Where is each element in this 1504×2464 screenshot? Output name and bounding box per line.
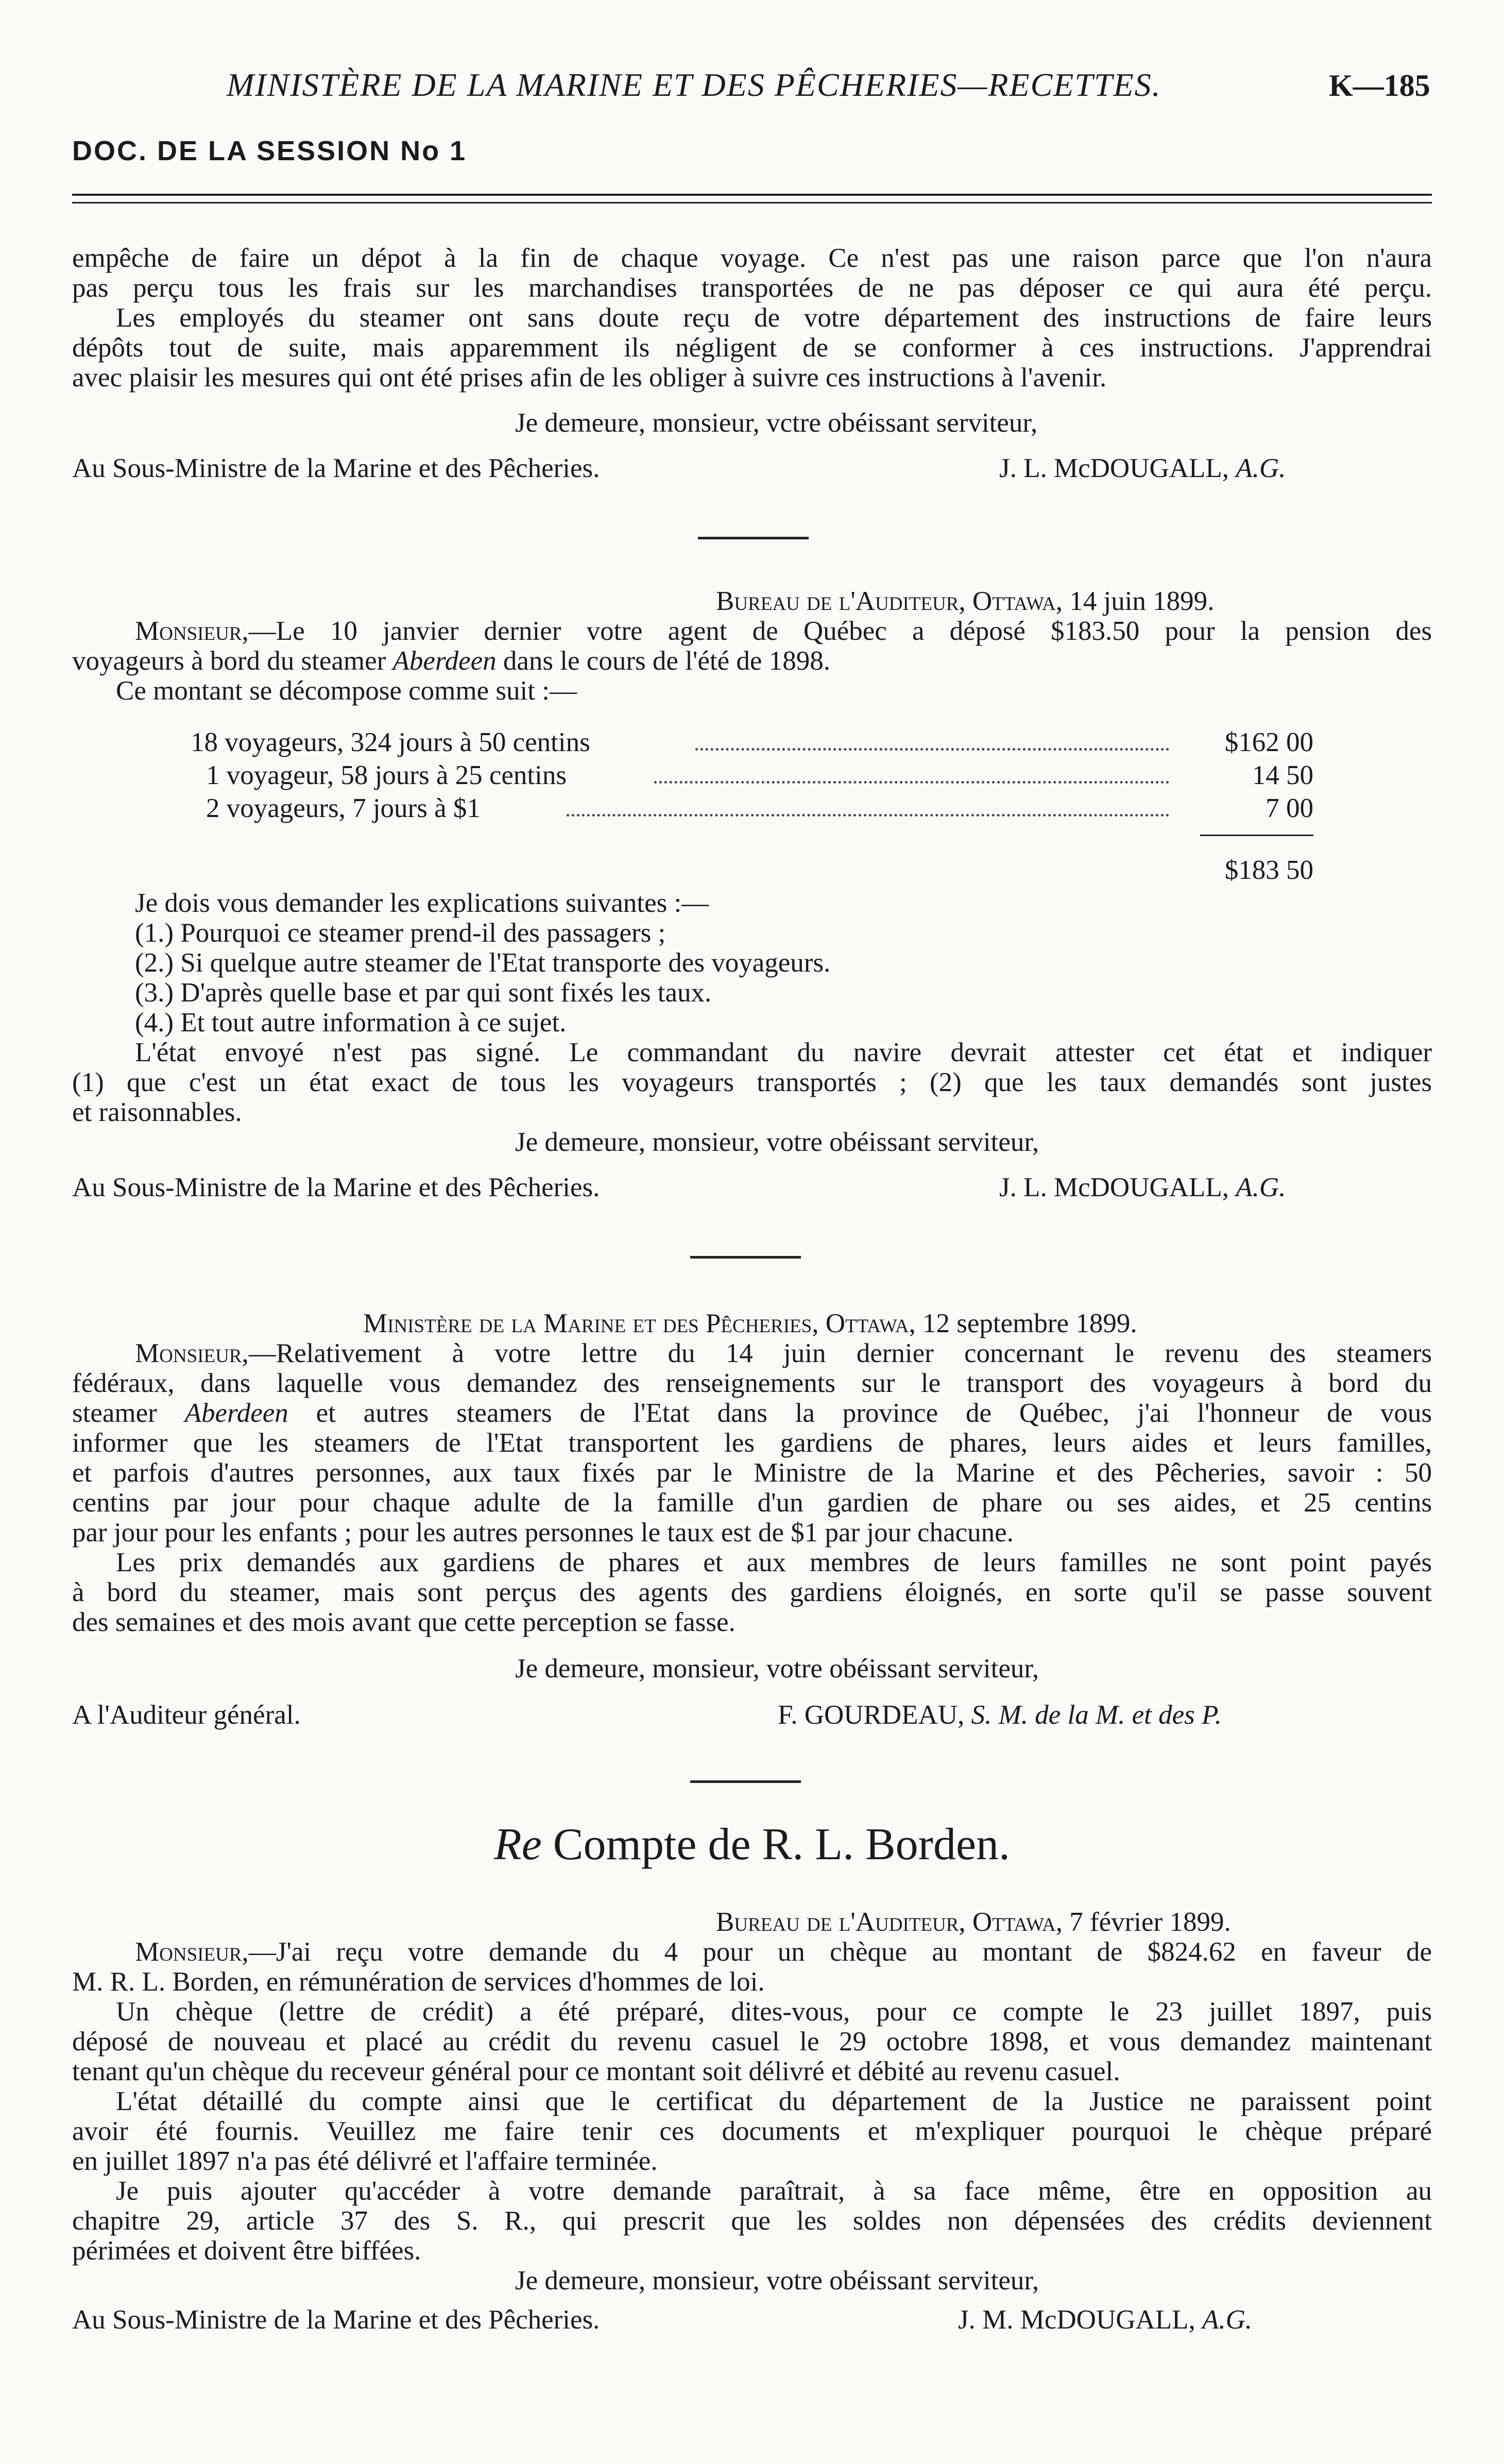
header-rule-bottom — [72, 202, 1432, 203]
letter-date: 14 juin 1899. — [1069, 586, 1215, 616]
letter-1-line: Les employés du steamer ont sans doute reçu de votre département des instructions de faire leurs — [116, 303, 1432, 333]
letter-2-closing: Je demeure, monsieur, votre obéissant serviteur, — [515, 1127, 1039, 1157]
breakdown-amount: 14 50 — [1252, 760, 1313, 790]
letter-2-addressee: Au Sous-Ministre de la Marine et des Pêcheries. — [72, 1172, 600, 1202]
letter-2-line: Monsieur,—Le 10 janvier dernier votre agent de Québec a déposé $183.50 pour la pension des — [135, 616, 1432, 646]
letter-3-addressee: A l'Auditeur général. — [72, 1700, 301, 1730]
office-name: Ministère de la Marine et des Pêcheries, Ottawa, — [363, 1309, 916, 1338]
question-item: (4.) Et tout autre information à ce sujet. — [135, 1008, 567, 1038]
running-title: MINISTÈRE DE LA MARINE ET DES PÊCHERIES—RECETTES. — [227, 66, 1161, 103]
letter-2-line: L'état envoyé n'est pas signé. Le commandant du navire devrait attester cet état et indiquer — [135, 1038, 1432, 1067]
letter-4-line: Un chèque (lettre de crédit) a été préparé, dites-vous, pour ce compte le 23 juillet 1897, puis — [116, 1997, 1432, 2027]
signature-title: S. M. de la M. et des P. — [971, 1700, 1222, 1730]
leader-dots — [567, 814, 1169, 817]
letter-4-line: périmées et doivent être biffées. — [72, 2236, 421, 2266]
signature-name: J. L. McDOUGALL, — [999, 453, 1229, 483]
signature-title: A.G. — [1202, 2305, 1253, 2335]
signature-title: A.G. — [1236, 453, 1286, 483]
letter-2-line: et raisonnables. — [72, 1097, 242, 1127]
office-name: Bureau de l'Auditeur, Ottawa, — [716, 586, 1063, 616]
letter-date: 12 septembre 1899. — [922, 1309, 1137, 1338]
letter-4-line: tenant qu'un chèque du receveur général pour ce montant soit délivré et débité au revenu casuel. — [72, 2057, 1120, 2086]
breakdown-desc: 1 voyageur, 58 jours à 25 centins — [206, 760, 567, 790]
salutation: Monsieur, — [135, 1338, 249, 1368]
letter-3-line: centins par jour pour chaque adulte de la famille d'un gardien de phare ou ses aides, et 25 centins — [72, 1488, 1432, 1518]
sum-rule — [1200, 835, 1313, 836]
letter-1-line: empêche de faire un dépot à la fin de chaque voyage. Ce n'est pas une raison parce que l'on n'aura — [72, 243, 1432, 273]
ship-name: Aberdeen — [184, 1398, 288, 1428]
letter-3-line: informer que les steamers de l'Etat transportent les gardiens de phares, leurs aides et leurs familles, — [72, 1428, 1432, 1458]
letter-4-addressee: Au Sous-Ministre de la Marine et des Pêcheries. — [72, 2305, 600, 2335]
leader-dots — [654, 781, 1169, 784]
signature-title: A.G. — [1236, 1172, 1286, 1202]
letter-3-line: et parfois d'autres personnes, aux taux fixés par le Ministre de la Marine et des Pêcheries, savoir : 50 — [72, 1458, 1432, 1488]
letter-1-line: avec plaisir les mesures qui ont été prises afin de les obliger à suivre ces instructions à l'avenir. — [72, 363, 1107, 393]
salutation: Monsieur, — [135, 1937, 249, 1967]
letter-2-line: Ce montant se décompose comme suit :— — [116, 676, 577, 706]
letter-3-signature — [778, 1700, 1222, 1730]
leader-dots — [695, 748, 1169, 751]
letter-3-line: fédéraux, dans laquelle vous demandez des renseignements sur le transport des voyageurs à bord du — [72, 1368, 1432, 1398]
letter-4-line: chapitre 29, article 37 des S. R., qui prescrit que les soldes non dépensées des crédits deviennent — [72, 2206, 1432, 2236]
letter-4-line: M. R. L. Borden, en rémunération de services d'hommes de loi. — [72, 1967, 765, 1997]
letter-4-line: Je puis ajouter qu'accéder à votre demande paraîtrait, à sa face même, être en opposition au — [116, 2176, 1432, 2206]
letter-3-closing: Je demeure, monsieur, votre obéissant serviteur, — [515, 1654, 1039, 1684]
signature-name: J. M. McDOUGALL, — [958, 2305, 1195, 2335]
letter-2-signature — [999, 1172, 1286, 1202]
letter-3-line: des semaines et des mois avant que cette perception se fasse. — [72, 1607, 736, 1637]
section-divider — [698, 537, 809, 539]
letter-4-dateline — [716, 1907, 1231, 1937]
letter-1-line: dépôts tout de suite, mais apparemment ils négligent de se conformer à ces instructions. J'apprendrai — [72, 333, 1432, 363]
breakdown-amount: $162 00 — [1224, 727, 1313, 757]
salutation: Monsieur, — [135, 616, 249, 646]
office-name: Bureau de l'Auditeur, Ottawa, — [716, 1907, 1063, 1937]
ship-name: Aberdeen — [392, 646, 497, 676]
breakdown-amount: 7 00 — [1266, 793, 1313, 823]
question-item: (1.) Pourquoi ce steamer prend-il des passagers ; — [135, 918, 666, 948]
section-divider — [690, 1256, 801, 1259]
letter-1-signature — [999, 453, 1286, 483]
letter-2-line: voyageurs à bord du steamer Aberdeen dans le cours de l'été de 1898. — [72, 646, 830, 676]
letter-4-line: avoir été fournis. Veuillez me faire tenir ces documents et m'expliquer pourquoi le chèque préparé — [72, 2116, 1432, 2146]
letter-date: 7 février 1899. — [1069, 1907, 1231, 1937]
question-item: (3.) D'après quelle base et par qui sont fixés les taux. — [135, 978, 712, 1008]
letter-1-closing: Je demeure, monsieur, vctre obéissant serviteur, — [515, 408, 1038, 438]
letter-4-line: L'état détaillé du compte ainsi que le certificat du département de la Justice ne paraissent point — [116, 2086, 1432, 2116]
letter-3-dateline — [363, 1309, 1137, 1338]
section-heading — [443, 1819, 1061, 1871]
questions-intro: Je dois vous demander les explications suivantes :— — [135, 888, 709, 918]
page-number: K—185 — [1329, 69, 1430, 103]
letter-1-addressee: Au Sous-Ministre de la Marine et des Pêcheries. — [72, 453, 600, 483]
question-item: (2.) Si quelque autre steamer de l'Etat transporte des voyageurs. — [135, 948, 831, 978]
letter-3-line: à bord du steamer, mais sont perçus des agents des gardiens éloignés, en sorte qu'il se passe souvent — [72, 1577, 1432, 1607]
signature-name: F. GOURDEAU, — [778, 1700, 965, 1730]
letter-3-line: Les prix demandés aux gardiens de phares et aux membres de leurs familles ne sont point payés — [116, 1548, 1432, 1577]
section-heading-title: Compte de R. L. Borden. — [553, 1820, 1011, 1870]
section-divider — [690, 1780, 801, 1783]
letter-2-dateline — [716, 586, 1214, 616]
signature-name: J. L. McDOUGALL, — [999, 1172, 1229, 1202]
letter-4-signature — [958, 2305, 1252, 2335]
doc-session-label: DOC. DE LA SESSION No 1 — [72, 135, 467, 166]
letter-4-line: en juillet 1897 n'a pas été délivré et l'affaire terminée. — [72, 2146, 658, 2176]
letter-4-line: déposé de nouveau et placé au crédit du revenu casuel le 29 octobre 1898, et vous demandez maintenant — [72, 2027, 1432, 2057]
header-rule-top — [72, 194, 1432, 196]
letter-3-line: steamer Aberdeen et autres steamers de l'Etat dans la province de Québec, j'ai l'honneur de vous — [72, 1398, 1432, 1428]
letter-2-line: (1) que c'est un état exact de tous les voyageurs transportés ; (2) que les taux demandés sont justes — [72, 1067, 1432, 1097]
letter-3-line: par jour pour les enfants ; pour les autres personnes le taux est de $1 par jour chacune. — [72, 1518, 1014, 1548]
section-heading-re: Re — [493, 1820, 542, 1870]
letter-3-line: Monsieur,—Relativement à votre lettre du 14 juin dernier concernant le revenu des steamers — [135, 1338, 1432, 1368]
letter-4-line: Monsieur,—J'ai reçu votre demande du 4 pour un chèque au montant de $824.62 en faveur de — [135, 1937, 1432, 1967]
letter-4-closing: Je demeure, monsieur, votre obéissant serviteur, — [515, 2266, 1039, 2296]
breakdown-desc: 2 voyageurs, 7 jours à $1 — [206, 793, 481, 823]
breakdown-total: $183 50 — [1224, 855, 1313, 885]
breakdown-desc: 18 voyageurs, 324 jours à 50 centins — [191, 727, 590, 757]
letter-1-line: pas perçu tous les frais sur les marchandises transportées de ne pas déposer ce qui aura été perçu. — [72, 273, 1432, 303]
